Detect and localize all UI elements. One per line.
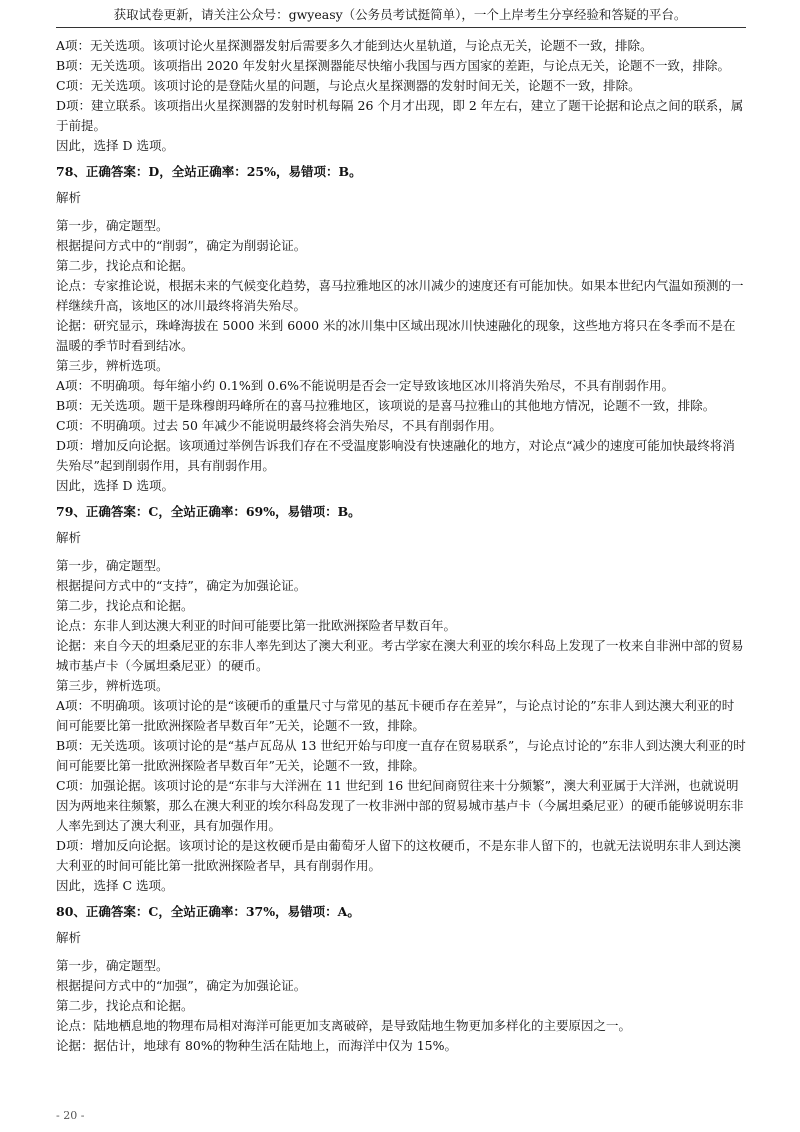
body-paragraph: 论点：专家推论说，根据未来的气候变化趋势，喜马拉雅地区的冰川减少的速度还有可能加快。如果本世纪内气温如预测的一样继续升高，该地区的冰川最终将消失殆尽。 [56, 278, 744, 313]
body-paragraph: 第一步，确定题型。 [56, 218, 169, 233]
answer-heading: 78、正确答案：D，全站正确率：25%，易错项：B。 [56, 164, 362, 179]
body-paragraph: 因此，选择 D 选项。 [56, 478, 174, 493]
body-paragraph: 因此，选择 D 选项。 [56, 138, 174, 153]
body-paragraph: 解析 [56, 930, 82, 945]
page-header: 获取试卷更新，请关注公众号：gwyeasy（公务员考试挺简单），一个上岸考生分享经验和答疑的平台。 [113, 7, 687, 22]
body-paragraph: 论点：东非人到达澳大利亚的时间可能要比第一批欧洲探险者早数百年。 [56, 618, 457, 633]
body-paragraph: C项：加强论据。该项讨论的是“东非与大洋洲在 11 世纪到 16 世纪间商贸往来十分频繁”，澳大利亚属于大洋洲，也就说明因为两地来往频繁，那么在澳大利亚的埃尔科岛发现了一枚非洲中部的贸易城市基卢卡（今属坦桑尼亚）的硬币能够说明东非人率先到达了澳大利亚，具有加强作用。 [56, 778, 744, 833]
body-paragraph: 论据：来自今天的坦桑尼亚的东非人率先到达了澳大利亚。考古学家在澳大利亚的埃尔科岛上发现了一枚来自非洲中部的贸易城市基卢卡（今属坦桑尼亚）的硬币。 [56, 638, 744, 673]
body-paragraph: A项：不明确项。该项讨论的是“该硬币的重量尺寸与常见的基瓦卡硬币存在差异”，与论点讨论的”东非人到达澳大利亚的时间可能要比第一批欧洲探险者早数百年”无关，论题不一致，排除。 [56, 698, 735, 733]
body-paragraph: C项：不明确项。过去 50 年减少不能说明最终将会消失殆尽，不具有削弱作用。 [56, 418, 502, 433]
body-paragraph: A项：无关选项。该项讨论火星探测器发射后需要多久才能到达火星轨道，与论点无关，论题不一致，排除。 [56, 38, 653, 53]
body-paragraph: 根据提问方式中的“削弱”，确定为削弱论证。 [56, 238, 307, 253]
body-paragraph: 第一步，确定题型。 [56, 558, 169, 573]
answer-heading: 80、正确答案：C，全站正确率：37%，易错项：A。 [56, 904, 360, 919]
body-paragraph: 论据：据估计，地球有 80%的物种生活在陆地上，而海洋中仅为 15%。 [56, 1038, 458, 1053]
body-paragraph: 根据提问方式中的“支持”，确定为加强论证。 [56, 578, 307, 593]
body-paragraph: 第二步，找论点和论据。 [56, 598, 194, 613]
body-paragraph: 第三步，辨析选项。 [56, 358, 169, 373]
body-paragraph: D项：增加反向论据。该项通过举例告诉我们存在不受温度影响没有快速融化的地方，对论点“减少的速度可能加快最终将消失殆尽”起到削弱作用，具有削弱作用。 [56, 438, 735, 473]
body-paragraph: D项：建立联系。该项指出火星探测器的发射时机每隔 26 个月才出现，即 2 年左右，建立了题干论据和论点之间的联系，属于前提。 [56, 98, 744, 133]
body-paragraph: B项：无关选项。题干是珠穆朗玛峰所在的喜马拉雅地区，该项说的是喜马拉雅山的其他地方情况，论题不一致，排除。 [56, 398, 716, 413]
body-paragraph: C项：无关选项。该项讨论的是登陆火星的问题，与论点火星探测器的发射时间无关，论题不一致，排除。 [56, 78, 641, 93]
body-paragraph: 第二步，找论点和论据。 [56, 258, 194, 273]
body-paragraph: B项：无关选项。该项讨论的是“基卢瓦岛从 13 世纪开始与印度一直存在贸易联系”，与论点讨论的”东非人到达澳大利亚的时间可能要比第一批欧洲探险者早数百年”无关，论题不一致，排除。 [56, 738, 746, 773]
header-divider [56, 27, 746, 28]
body-paragraph: 第一步，确定题型。 [56, 958, 169, 973]
body-paragraph: A项：不明确项。每年缩小约 0.1%到 0.6%不能说明是否会一定导致该地区冰川将消失殆尽，不具有削弱作用。 [56, 378, 674, 393]
body-paragraph: 论点：陆地栖息地的物理布局相对海洋可能更加支离破碎，是导致陆地生物更加多样化的主要原因之一。 [56, 1018, 632, 1033]
answer-heading: 79、正确答案：C，全站正确率：69%，易错项：B。 [56, 504, 361, 519]
document-body [56, 36, 746, 1056]
body-paragraph: 论据：研究显示，珠峰海拔在 5000 米到 6000 米的冰川集中区域出现冰川快速融化的现象，这些地方将只在冬季而不是在温暖的季节时看到结冰。 [56, 318, 736, 353]
body-paragraph: D项：增加反向论据。该项讨论的是这枚硬币是由葡萄牙人留下的这枚硬币，不是东非人留下的，也就无法说明东非人到达澳大利亚的时间可能比第一批欧洲探险者早，具有削弱作用。 [56, 838, 742, 873]
body-paragraph: 第三步，辨析选项。 [56, 678, 169, 693]
page-number: - 20 - [56, 1109, 85, 1122]
body-paragraph: 第二步，找论点和论据。 [56, 998, 194, 1013]
body-paragraph: B项：无关选项。该项指出 2020 年发射火星探测器能尽快缩小我国与西方国家的差距，与论点无关，论题不一致，排除。 [56, 58, 730, 73]
body-paragraph: 根据提问方式中的“加强”，确定为加强论证。 [56, 978, 307, 993]
body-paragraph: 因此，选择 C 选项。 [56, 878, 174, 893]
body-paragraph: 解析 [56, 190, 82, 205]
body-paragraph: 解析 [56, 530, 82, 545]
